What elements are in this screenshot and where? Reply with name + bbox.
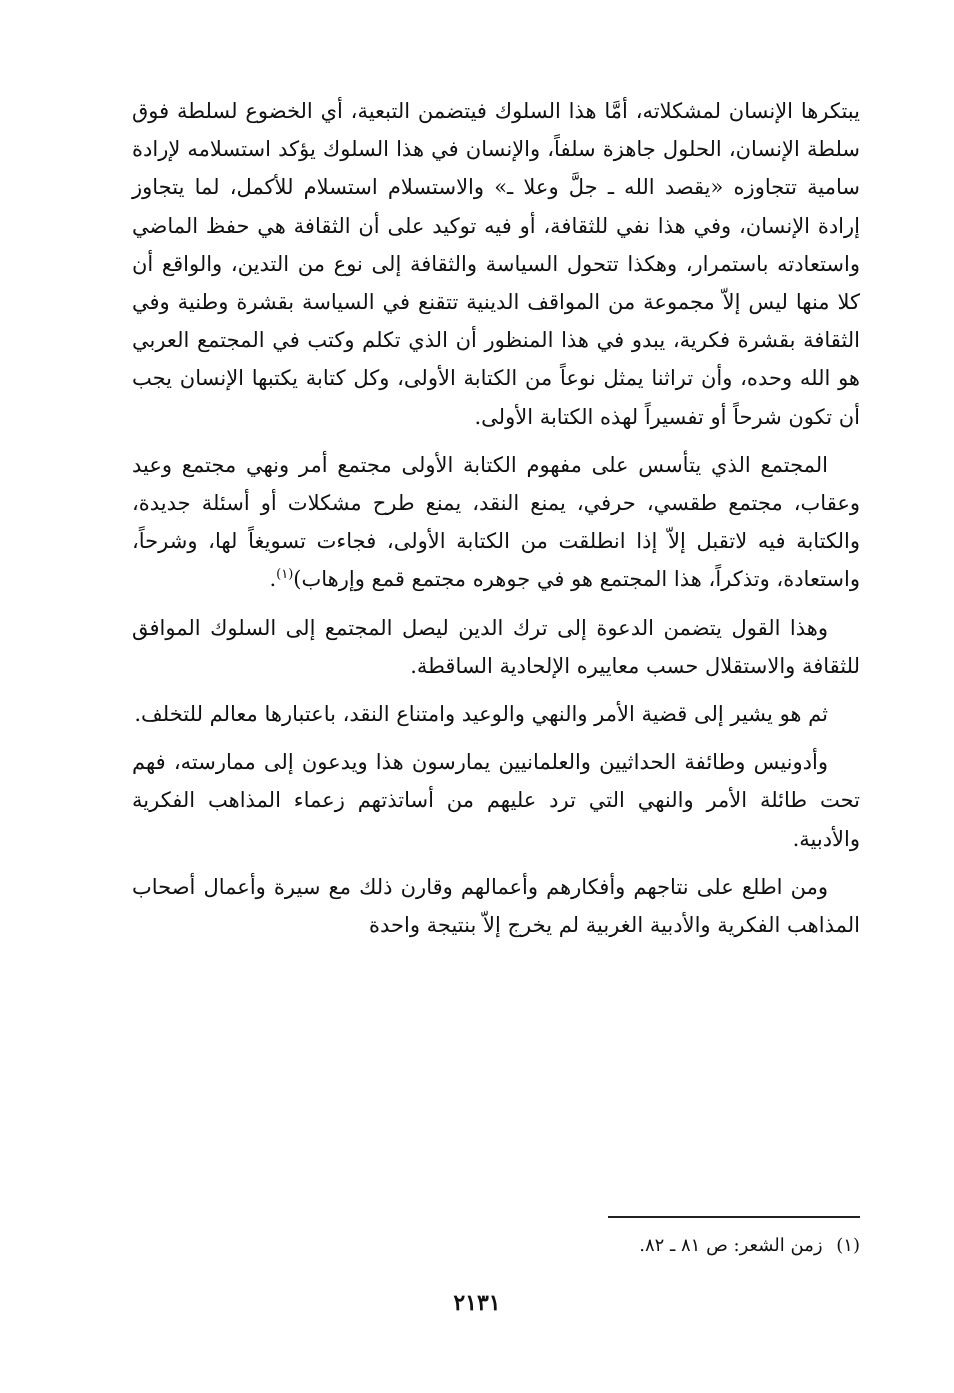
paragraph-first-writing-society: [132, 446, 860, 599]
footnote: [300, 1232, 860, 1260]
paragraph-continued: يبتكرها الإنسان لمشكلاته، أمَّا هذا السلوك فيتضمن التبعية، أي الخضوع لسلطة فوق سلطة الإنسان، الحلول جاهزة سلفاً، والإنسان في هذا السلوك يؤكد استسلامه لإرادة سامية تتجاوزه «يقصد الله ـ جلَّ وعلا ـ» والاستسلام استسلام للأكمل، لما يتجاوز إرادة الإنسان، وفي هذا نفي للثقافة، أو فيه توكيد على أن الثقافة هي حفظ الماضي واستعادته باستمرار، وهكذا تتحول السياسة والثقافة إلى نوع من التدين، والواقع أن كلا منها ليس إلاّ مجموعة من المواقف الدينية تتقنع في السياسة بقشرة وطنية وفي الثقافة بقشرة فكرية، يبدو في هذا المنظور أن الذي تكلم وكتب في المجتمع العربي هو الله وحده، وأن تراثنا يمثل نوعاً من الكتابة الأولى، وكل كتابة يكتبها الإنسان يجب أن تكون شرحاً أو تفسيراً لهذه الكتابة الأولى.: [132, 99, 860, 429]
footnote-reference[interactable]: (١): [276, 567, 294, 583]
paragraph-adonis: وأدونيس وطائفة الحداثيين والعلمانيين يمارسون هذا ويدعون إلى ممارسته، فهم تحت طائلة الأمر والنهي التي ترد عليهم من أساتذتهم زعماء المذاهب الفكرية والأدبية.: [132, 750, 860, 851]
paragraph-call-to-leave: وهذا القول يتضمن الدعوة إلى ترك الدين ليصل المجتمع إلى السلوك الموافق للثقافة والاستقلال حسب معاييره الإلحادية الساقطة.: [132, 615, 860, 678]
footnote-number: (١): [836, 1235, 860, 1256]
footnote-divider: [608, 1216, 860, 1218]
page-number: ٢١٣١: [453, 1290, 501, 1316]
footnote-text: زمن الشعر: ص ٨١ ـ ٨٢.: [639, 1235, 823, 1256]
paragraph-conclusion: ومن اطلع على نتاجهم وأفكارهم وأعمالهم وقارن ذلك مع سيرة وأعمال أصحاب المذاهب الفكرية والأدبية الغربية لم يخرج إلاّ بنتيجة واحدة: [132, 874, 860, 938]
paragraph-command-prohibition: ثم هو يشير إلى قضية الأمر والنهي والوعيد وامتناع النقد، باعتبارها معالم للتخلف.: [134, 702, 828, 727]
main-text: [132, 92, 860, 954]
paragraph-text: المجتمع الذي يتأسس على مفهوم الكتابة الأولى مجتمع أمر ونهي مجتمع وعيد وعقاب، مجتمع طقسي، حرفي، يمنع النقد، يمنع طرح مشكلات أو أسئلة جديدة، والكتابة فيه لاتقبل إلاّ إذا انطلقت من الكتابة الأولى، فجاءت تسويغاً لها، وشرحاً، واستعادة، وتذكراً، هذا المجتمع هو في جوهره مجتمع قمع وإرهاب): [132, 452, 860, 592]
paragraph-end-mark: .: [269, 567, 277, 592]
